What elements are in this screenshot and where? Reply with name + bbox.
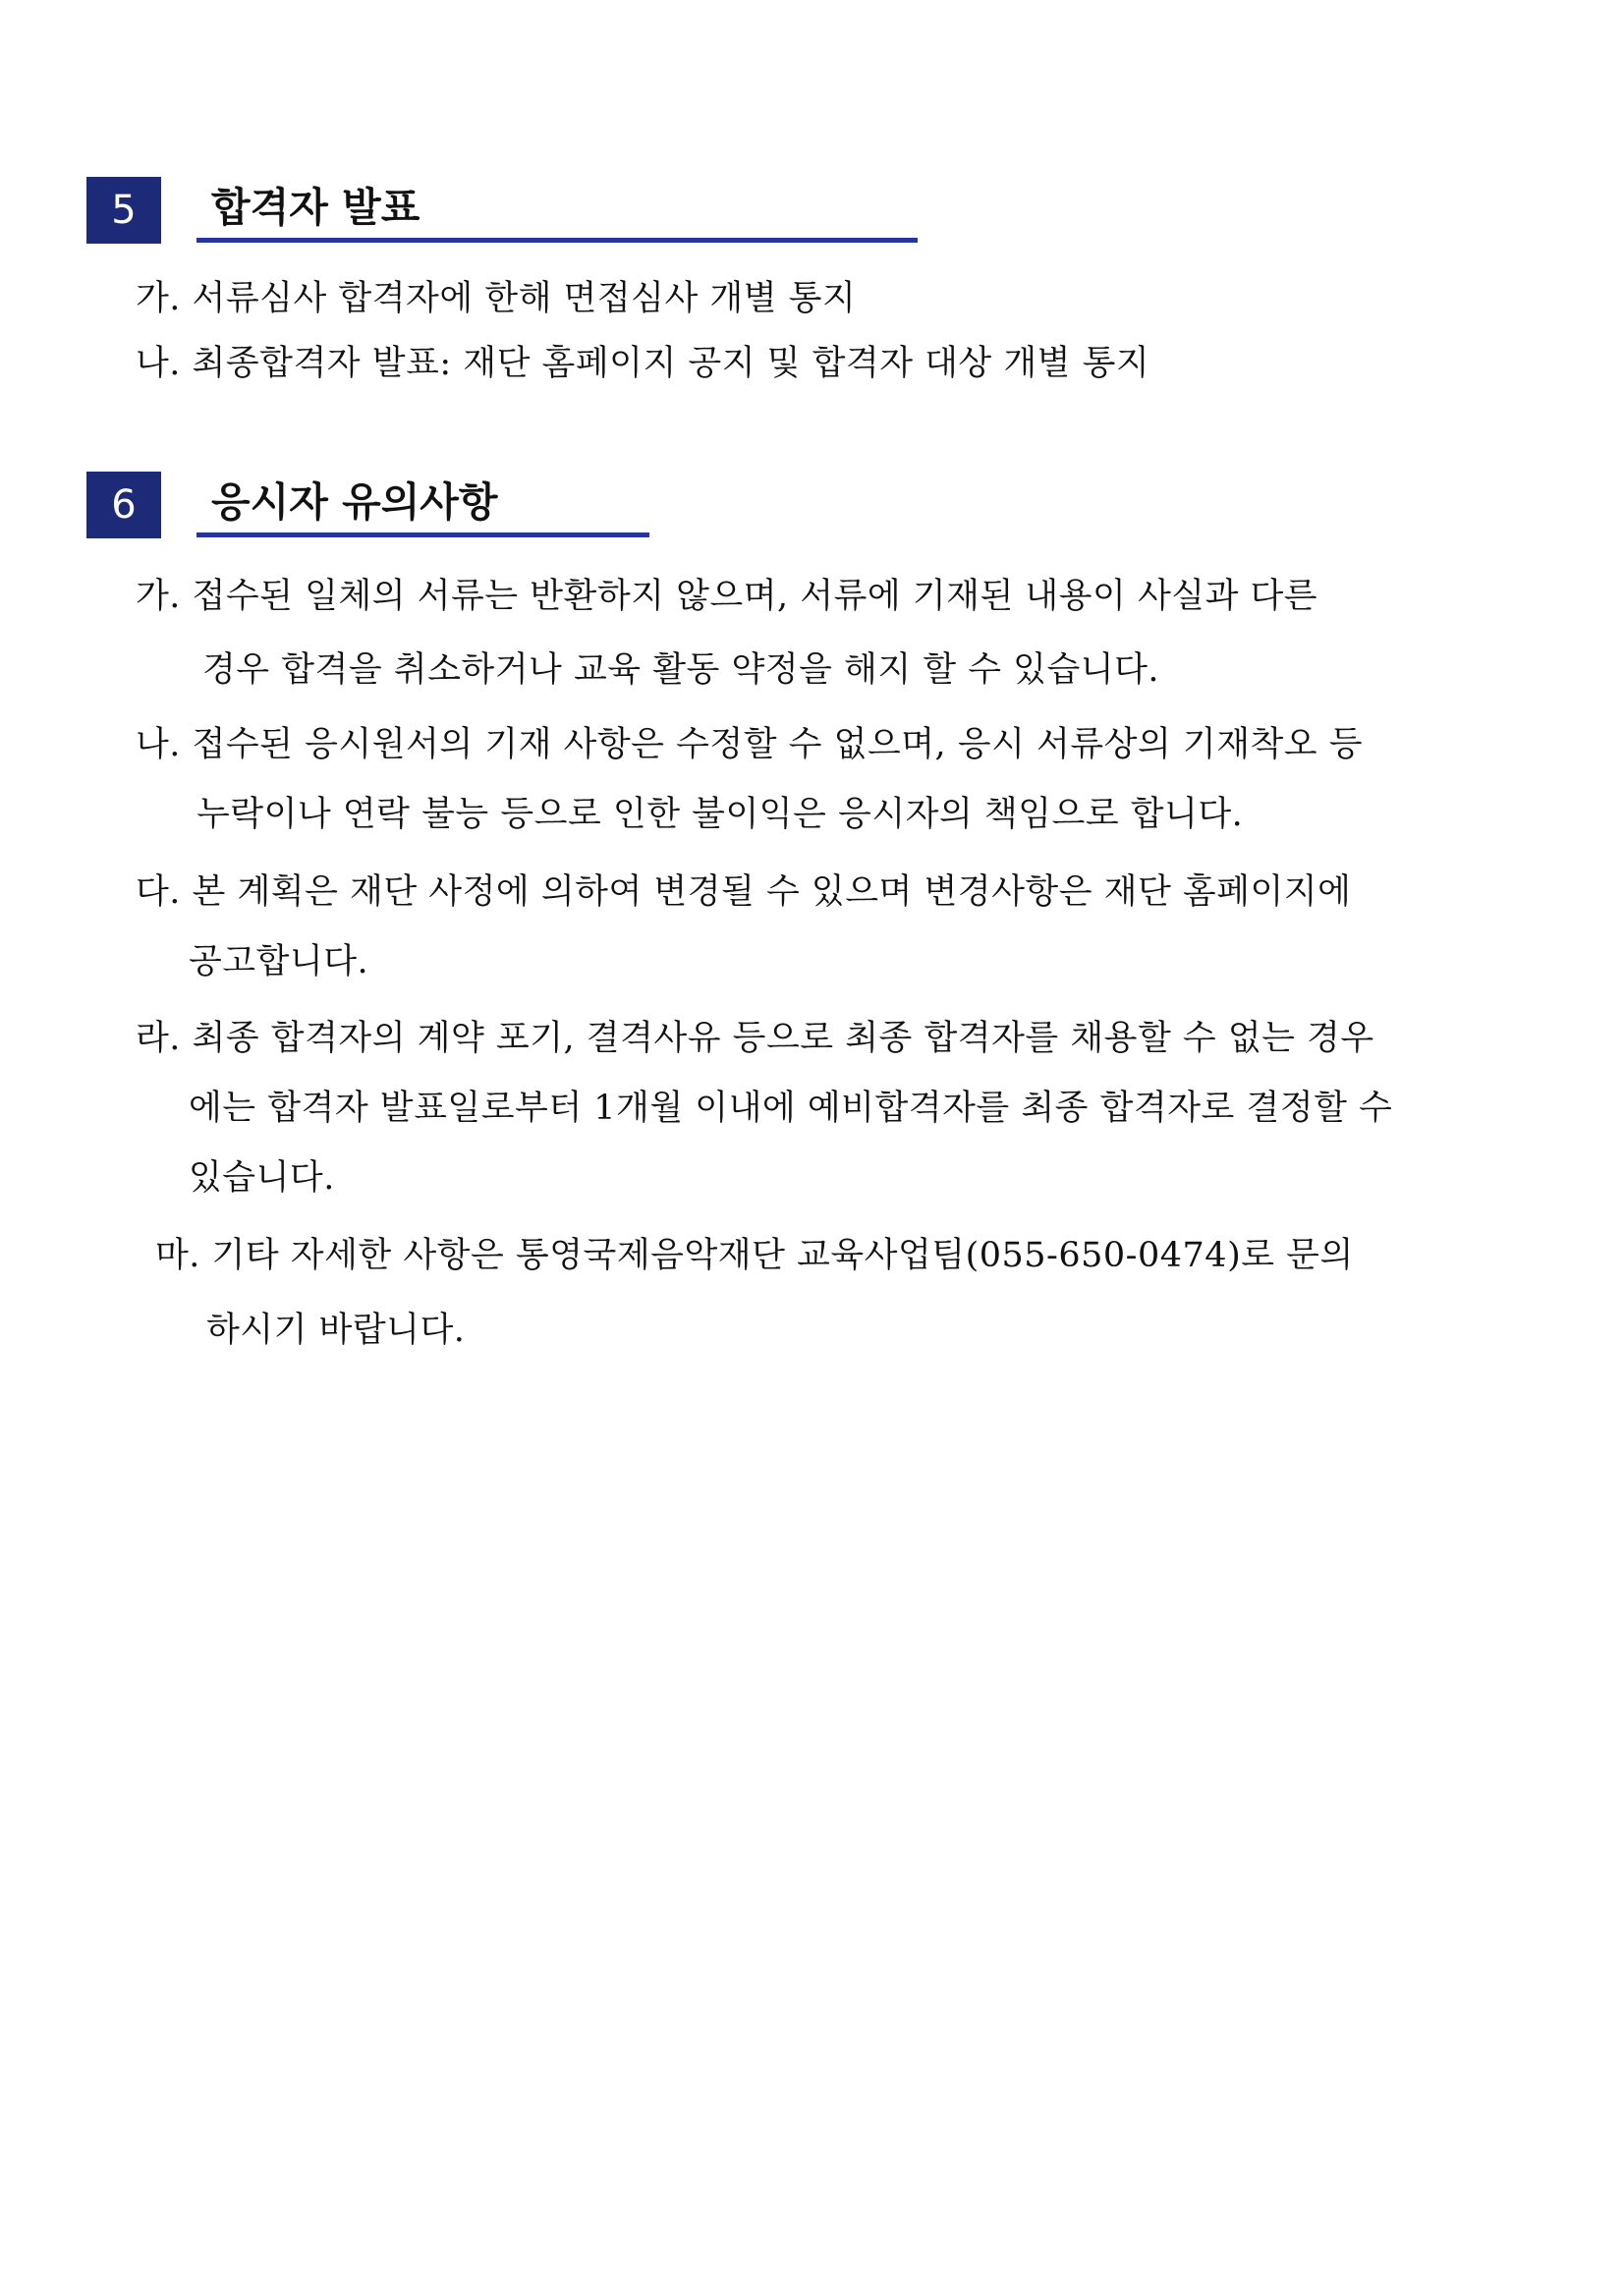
section-6-item-ra-line-2: 에는 합격자 발표일로부터 1개월 이내에 예비합격자를 최종 합격자로 결정할 수 — [189, 1089, 1393, 1128]
section-5-item-na: 나. 최종합격자 발표: 재단 홈페이지 공지 및 합격자 대상 개별 통지 — [136, 344, 1150, 383]
section-6-item-ra-line-3: 있습니다. — [189, 1158, 335, 1198]
section-5-title: 합격자 발표 — [211, 184, 420, 231]
section-6-item-ga-line-1: 가. 접수된 일체의 서류는 반환하지 않으며, 서류에 기재된 내용이 사실과 다른 — [136, 577, 1318, 616]
section-6-number: 6 — [86, 472, 161, 538]
section-6-item-ma-line-2: 하시기 바랍니다. — [206, 1311, 466, 1350]
section-6-item-na-line-2: 누락이나 연락 불능 등으로 인한 불이익은 응시자의 책임으로 합니다. — [196, 795, 1244, 834]
section-5-underline — [196, 238, 918, 243]
section-5-number: 5 — [86, 177, 161, 244]
section-6-title: 응시자 유의사항 — [211, 478, 498, 526]
section-6-item-na-line-1: 나. 접수된 응시원서의 기재 사항은 수정할 수 없으며, 응시 서류상의 기재착오 등 — [136, 725, 1364, 764]
section-6-item-da-line-1: 다. 본 계획은 재단 사정에 의하여 변경될 수 있으며 변경사항은 재단 홈페이지에 — [136, 872, 1352, 912]
section-6-item-da-line-2: 공고합니다. — [189, 942, 369, 981]
section-5-item-ga: 가. 서류심사 합격자에 한해 면접심사 개별 통지 — [136, 279, 857, 318]
section-6-item-ma-line-1: 마. 기타 자세한 사항은 통영국제음악재단 교육사업팀(055-650-0474)로 문의 — [155, 1236, 1354, 1275]
section-6-underline — [196, 532, 649, 537]
section-6-item-ra-line-1: 라. 최종 합격자의 계약 포기, 결격사유 등으로 최종 합격자를 채용할 수 없는 경우 — [136, 1019, 1374, 1058]
section-6-item-ga-line-2: 경우 합격을 취소하거나 교육 활동 약정을 해지 할 수 있습니다. — [202, 650, 1160, 690]
